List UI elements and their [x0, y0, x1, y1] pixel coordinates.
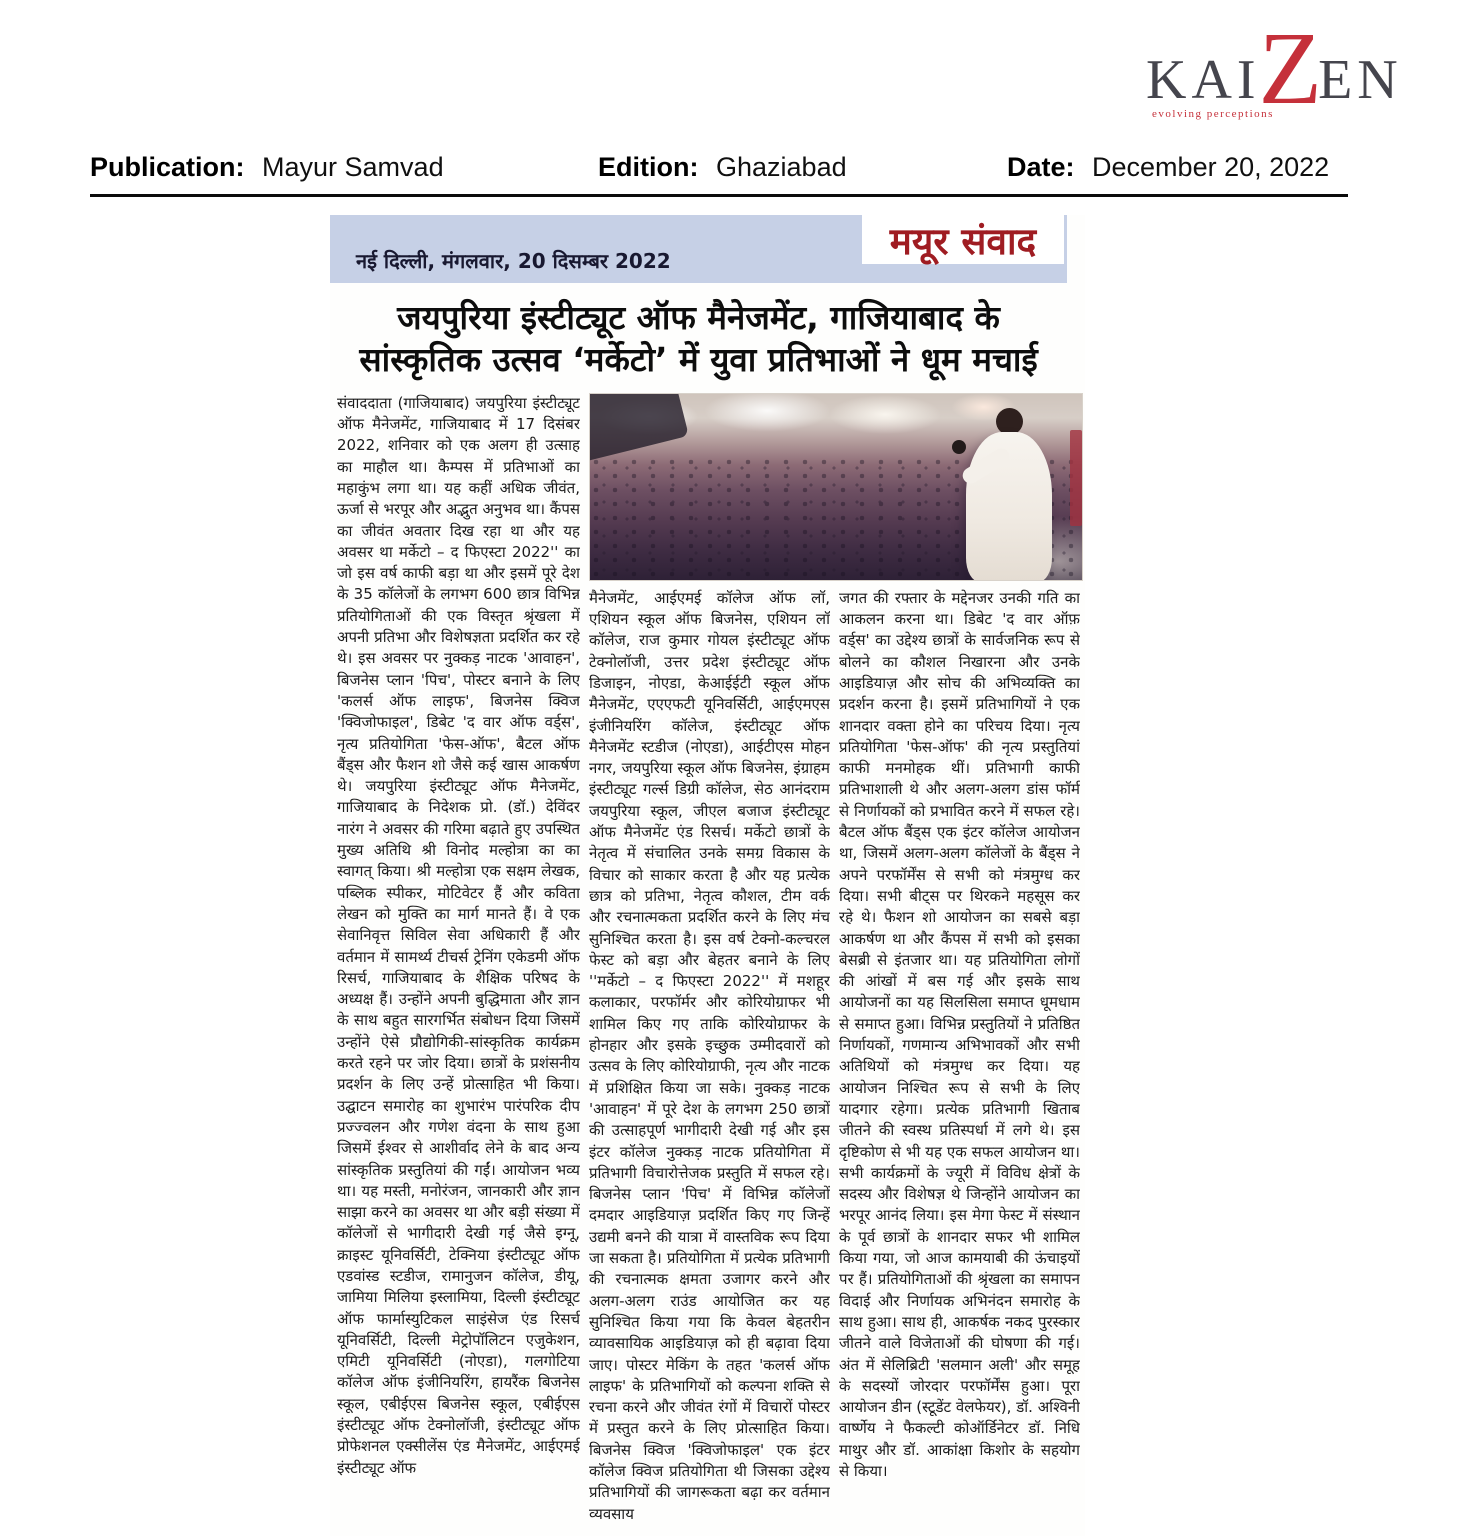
- logo-text-kai: KAI: [1146, 49, 1261, 111]
- photo-performer-head: [996, 408, 1023, 435]
- newspaper-clipping: [330, 215, 1085, 1536]
- date-value: December 20, 2022: [1092, 152, 1330, 182]
- article-column-middle: मैनेजमेंट, आईएमई कॉलेज ऑफ लॉ, एशियन स्कूल ऑफ बिजनेस, एशियन लॉ कॉलेज, राज कुमार गोयल इंस्टीट्यूट ऑफ टेक्नोलॉजी, उत्तर प्रदेश इंस्टीट्यूट ऑफ डिजाइन, नोएडा, केआईईटी स्कूल ऑफ मैनेजमेंट, एएएफटी यूनिवर्सिटी, आईएमएस इंजीनियरिंग कॉलेज, इंस्टीट्यूट ऑफ मैनेजमेंट स्टडीज (नोएडा), आईटीएस मोहन नगर, जयपुरिया स्कूल ऑफ बिजनेस, इंग्राहम इंस्टीट्यूट गर्ल्स डिग्री कॉलेज, सेठ आनंदराम जयपुरिया स्कूल, जीएल बजाज इंस्टीट्यूट ऑफ मैनेजमेंट एंड रिसर्च। मर्केटो छात्रों के नेतृत्व में संचालित उनके समग्र विकास के विचार को साकार करता है और यह प्रत्येक छात्र को प्रतिभा, नेतृत्व कौशल, टीम वर्क और रचनात्मकता प्रदर्शित करने के लिए मंच सुनिश्चित करता है। इस वर्ष टेक्नो-कल्चरल फेस्ट को बड़ा और बेहतर बनाने के लिए ''मर्केटो – द फिएस्टा 2022'' में मशहूर कलाकार, परफॉर्मर और कोरियोग्राफर भी शामिल किए गए ताकि कोरियोग्राफर के होनहार और इसके इच्छुक उम्मीदवारों को उत्सव के लिए कोरियोग्राफी, नृत्य और नाटक में प्रशिक्षित किया जा सके। नुक्कड़ नाटक 'आवाहन' में पूरे देश के लगभग 250 छात्रों की उत्साहपूर्ण भागीदारी देखी गई और इस इंटर कॉलेज नुक्कड़ नाटक प्रतियोगिता में प्रतिभागी विचारोत्तेजक प्रस्तुति में सफल रहे। बिजनेस प्लान 'पिच' में विभिन्न कॉलेजों दमदार आइडियाज़ प्रदर्शित किए गए जिन्हें उद्यमी बनने की यात्रा में वास्तविक रूप दिया जा सकता है। प्रतियोगिता में प्रत्येक प्रतिभागी की रचनात्मक क्षमता उजागर करने और अलग-अलग राउंड आयोजित कर यह सुनिश्चित किया गया कि केवल बेहतरीन व्यावसायिक आइडियाज़ को ही बढ़ावा दिया जाए। पोस्टर मेकिंग के तहत 'कलर्स ऑफ लाइफ' के प्रतिभागियों को कल्पना शक्ति से रचना करने और जीवंत रंगों में विचारों पोस्टर में प्रस्तुत करने के लिए प्रोत्साहित किया। बिजनेस क्विज 'क्विजोफाइल' एक इंटर कॉलेज क्विज प्रतियोगिता थी जिसका उद्देश्य प्रतिभागियों की जागरूकता बढ़ा कर वर्तमान व्यवसाय: [589, 588, 830, 1523]
- masthead-dateline: नई दिल्ली, मंगलवार, 20 दिसम्बर 2022: [356, 249, 671, 273]
- kaizen-logo: [1146, 11, 1426, 136]
- headline-line-2: सांस्कृतिक उत्सव ‘मर्केटो’ में युवा प्रतिभाओं ने धूम मचाई: [359, 339, 1038, 379]
- photo-performer: [960, 408, 1056, 580]
- date-label: Date:: [1007, 152, 1075, 182]
- logo-text-en: EN: [1318, 49, 1403, 111]
- event-photo: [589, 393, 1083, 581]
- photo-red-banner: [1070, 430, 1082, 526]
- edition-label: Edition:: [598, 152, 699, 182]
- photo-dark-corner-shape: [589, 393, 689, 462]
- publication-value: Mayur Samvad: [262, 152, 444, 182]
- logo-tagline: evolving perceptions: [1152, 108, 1274, 120]
- publication-field: [90, 152, 444, 183]
- newspaper-title: मयूर संवाद: [889, 220, 1037, 263]
- photo-performer-arm: [960, 445, 1013, 486]
- article-column-left: संवाददाता (गाजियाबाद) जयपुरिया इंस्टीट्यूट ऑफ मैनेजमेंट, गाजियाबाद में 17 दिसंबर 2022, शनिवार को एक अलग ही उत्साह का माहौल था। कैम्पस में प्रतिभाओं का महाकुंभ लगा था। यह कहीं अधिक जीवंत, ऊर्जा से भरपूर और अद्भुत अनुभव था। कैंपस का जीवंत अवतार दिख रहा था और यह अवसर था मर्केटो – द फिएस्टा 2022'' का जो इस वर्ष काफी बड़ा था और इसमें पूरे देश के 35 कॉलेजों के लगभग 600 छात्र विभिन्न प्रतियोगिताओं की एक विस्तृत श्रृंखला में अपनी प्रतिभा और विशेषज्ञता प्रदर्शित कर रहे थे। इस अवसर पर नुक्कड़ नाटक 'आवाहन', बिजनेस प्लान 'पिच', पोस्टर बनाने के लिए 'कलर्स ऑफ लाइफ', बिजनेस क्विज 'क्विजोफाइल', डिबेट 'द वार ऑफ वर्ड्स', नृत्य प्रतियोगिता 'फेस-ऑफ', बैटल ऑफ बैंड्स और फैशन शो जैसे कई खास आकर्षण थे। जयपुरिया इंस्टीट्यूट ऑफ मैनेजमेंट, गाजियाबाद के निदेशक प्रो. (डॉ.) देविंदर नारंग ने अवसर की गरिमा बढ़ाते हुए उपस्थित मुख्य अतिथि श्री विनोद मल्होत्रा का का स्वागत् किया। श्री मल्होत्रा एक सक्षम लेखक, पब्लिक स्पीकर, मोटिवेटर हैं और कविता लेखन को मुक्ति का मार्ग मानते हैं। वे एक सेवानिवृत्त सिविल सेवा अधिकारी हैं और वर्तमान में सामर्थ्य टीचर्स ट्रेनिंग एकेडमी ऑफ रिसर्च, गाजियाबाद के शैक्षिक परिषद के अध्यक्ष हैं। उन्होंने अपनी बुद्धिमाता और ज्ञान के साथ बहुत सारगर्भित संबोधन दिया जिसमें उन्होंने ऐसे प्रौद्योगिकी-सांस्कृतिक कार्यक्रम करते रहने पर जोर दिया। छात्रों के प्रशंसनीय प्रदर्शन के लिए उन्हें प्रोत्साहित भी किया। उद्घाटन समारोह का शुभारंभ पारंपरिक दीप प्रज्ज्वलन और गणेश वंदना के साथ हुआ जिसमें ईश्वर से आशीर्वाद लेने के बाद अन्य सांस्कृतिक प्रस्तुतियां की गईं। आयोजन भव्य था। यह मस्ती, मनोरंजन, जानकारी और ज्ञान साझा करने का अवसर था और बड़ी संख्या में कॉलेजों से भागीदारी देखी गई जैसे इग्नू, क्राइस्ट यूनिवर्सिटी, टेक्निया इंस्टीट्यूट ऑफ एडवांस्ड स्टडीज, रामानुजन कॉलेज, डीयू, जामिया मिलिया इस्लामिया, दिल्ली इंस्टीट्यूट ऑफ फार्मास्युटिकल साइंसेज एंड रिसर्च यूनिवर्सिटी, दिल्ली मेट्रोपॉलिटन एजुकेशन, एमिटी यूनिवर्सिटी (नोएडा), गलगोटिया कॉलेज ऑफ इंजीनियरिंग, हायरैंक बिजनेस स्कूल, एबीईएस बिजनेस स्कूल, एबीईएस इंस्टीट्यूट ऑफ टेक्नोलॉजी, इंस्टीट्यूट ऑफ प्रोफेशनल एक्सीलेंस एंड मैनेजमेंट, आईएमई इंस्टीट्यूट ऑफ: [337, 393, 580, 1477]
- article-body: [330, 393, 1085, 1539]
- headline-line-1: जयपुरिया इंस्टीट्यूट ऑफ मैनेजमेंट, गाजियाबाद के: [397, 298, 1000, 337]
- date-field: [1007, 152, 1329, 183]
- edition-value: Ghaziabad: [716, 152, 847, 182]
- masthead-title-box: [862, 215, 1064, 264]
- photo-microphone: [952, 440, 966, 454]
- publication-label: Publication:: [90, 152, 245, 182]
- article-lower-columns: [589, 588, 1081, 1534]
- kaizen-logo-wordmark: [1146, 11, 1426, 126]
- clipping-meta-row: [90, 150, 1348, 197]
- photo-performer-body: [966, 432, 1052, 581]
- edition-field: [598, 152, 847, 183]
- newspaper-masthead: [330, 215, 1067, 283]
- article-headline: [330, 297, 1067, 381]
- logo-letter-z: Z: [1258, 11, 1323, 126]
- article-column-right: जगत की रफ्तार के मद्देनजर उनकी गति का आकलन करना था। डिबेट 'द वार ऑफ़ वर्ड्स' का उद्देश्य छात्रों के सार्वजनिक रूप से बोलने का कौशल निखारना और उनके आइडियाज़ और सोच की अभिव्यक्ति का प्रदर्शन करना है। इसमें प्रतिभागियों ने एक शानदार वक्ता होने का परिचय दिया। नृत्य प्रतियोगिता 'फेस-ऑफ' की नृत्य प्रस्तुतियां काफी मनमोहक थीं। प्रतिभागी काफी प्रतिभाशाली थे और अलग-अलग डांस फॉर्म से निर्णायकों को प्रभावित करने में सफल रहे। बैटल ऑफ बैंड्स एक इंटर कॉलेज आयोजन था, जिसमें अलग-अलग कॉलेजों के बैंड्स ने अपने परफॉर्मेंस से सभी को मंत्रमुग्ध कर दिया। सभी बीट्स पर थिरकने महसूस कर रहे थे। फैशन शो आयोजन का सबसे बड़ा आकर्षण था और कैंपस में सभी को इसका बेसब्री से इंतजार था। यह प्रतियोगिता लोगों की आंखों में बस गई और इसके साथ आयोजनों का यह सिलसिला समाप्त धूमधाम से समाप्त हुआ। विभिन्न प्रस्तुतियों ने प्रतिष्ठित निर्णायकों, गणमान्य अभिभावकों और सभी अतिथियों को मंत्रमुग्ध कर दिया। यह आयोजन निश्चित रूप से सभी के लिए यादगार रहेगा। प्रत्येक प्रतिभागी खिताब जीतने की स्वस्थ प्रतिस्पर्धा में लगे थे। इस दृष्टिकोण से भी यह एक सफल आयोजन था। सभी कार्यक्रमों के ज्यूरी में विविध क्षेत्रों के सदस्य और विशेषज्ञ थे जिन्होंने आयोजन का भरपूर आनंद लिया। इस मेगा फेस्ट में संस्थान के पूर्व छात्रों के शानदार सफर भी शामिल किया गया, जो आज कामयाबी की ऊंचाइयों पर हैं। प्रतियोगिताओं की श्रृंखला का समापन विदाई और निर्णायक अभिनंदन समारोह के साथ हुआ। साथ ही, आकर्षक नकद पुरस्कार जीतने वाले विजेताओं की घोषणा की गई। अंत में सेलिब्रिटी 'सलमान अली' और समूह के सदस्यों जोरदार परफॉर्मेंस हुआ। पूरा आयोजन डीन (स्टूडेंट वेलफेयर), डॉ. अश्विनी वार्ष्णेय ने फैकल्टी कोऑर्डिनेटर डॉ. निधि माथुर और डॉ. आकांक्षा किशोर के सहयोग से किया।: [839, 588, 1080, 1480]
- article-right-zone: [589, 393, 1081, 1539]
